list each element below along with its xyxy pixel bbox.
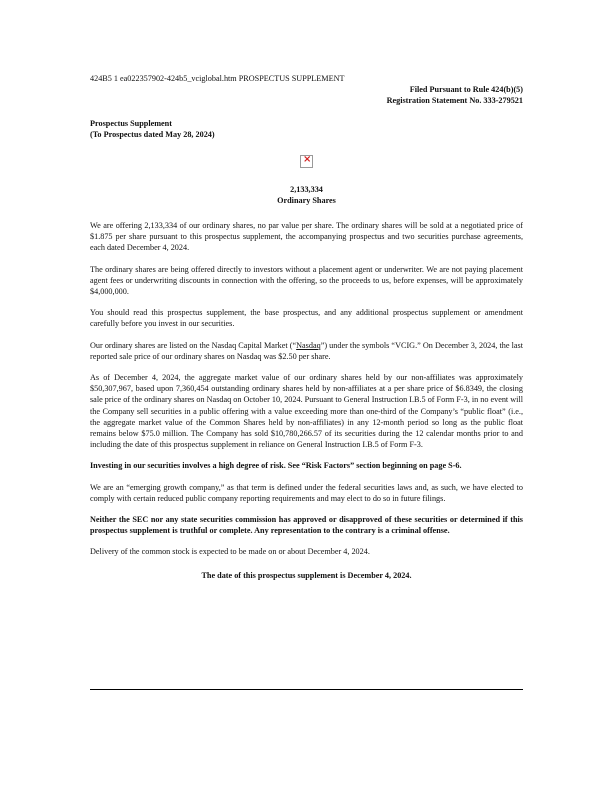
- supplement-title: Prospectus Supplement: [90, 119, 172, 128]
- paragraph-date: The date of this prospectus supplement is December 4, 2024.: [201, 570, 412, 580]
- paragraph-read-carefully: You should read this prospectus supplement, the base prospectus, and any additional prospectus supplement or amendment carefully before you invest in our securities.: [90, 308, 523, 329]
- paragraph-offering: We are offering 2,133,334 of our ordinary shares, no par value per share. The ordinary shares will be sold at a negotiated price of $1.875 per share pursuant to this prospectus supplement, the accompanying prospectus and two securities purchase agreements, each dated December 4, 2024.: [90, 221, 523, 253]
- paragraph-sec-disclaimer: Neither the SEC nor any state securities commission has approved or disapproved of these securities or determined if this prospectus supplement is truthful or complete. Any representation to the contrary is a criminal offense.: [90, 515, 523, 536]
- paragraph-delivery: Delivery of the common stock is expected to be made on or about December 4, 2024.: [90, 547, 370, 557]
- paragraph-public-float: As of December 4, 2024, the aggregate market value of our ordinary shares held by our non-affiliates was approximately $50,307,967, based upon 7,360,454 outstanding ordinary shares held by non-affiliates at a per share price of $6.8349, the closing sale price of the ordinary shares on Nasdaq on October 10, 2024. Pursuant to General Instruction I.B.5 of Form F-3, in no event will the Company sell securities in a public offering with a value exceeding more than one-third of the Company’s “public float” (i.e., the aggregate market value of the Common Shares held by non-affiliates) in any 12-month period so long as the public float remains below $75.0 million. The Company has sold $10,780,266.57 of its securities during the 12 calendar months prior to and including the date of this prospectus supplement in reliance on General Instruction I.B.5 of Form F-3.: [90, 373, 523, 450]
- offering-class: Ordinary Shares: [277, 196, 336, 205]
- filed-pursuant: Filed Pursuant to Rule 424(b)(5): [409, 85, 523, 94]
- offering-shares: 2,133,334: [290, 185, 323, 194]
- file-line: 424B5 1 ea022357902-424b5_vciglobal.htm PROSPECTUS SUPPLEMENT: [90, 74, 345, 83]
- document-page: [90, 73, 523, 581]
- offering-heading: [90, 184, 523, 206]
- nasdaq-link[interactable]: Nasdaq: [296, 340, 321, 350]
- page-rule: [90, 689, 523, 690]
- supplement-heading: [90, 118, 523, 140]
- paragraph-risk: Investing in our securities involves a high degree of risk. See “Risk Factors” section beginning on page S-6.: [90, 461, 462, 471]
- listing-text-start: Our ordinary shares are listed on the Nasdaq Capital Market (“: [90, 340, 297, 350]
- registration-statement: Registration Statement No. 333-279521: [386, 96, 523, 105]
- paragraph-emerging-growth: We are an “emerging growth company,” as that term is defined under the federal securities laws and, as such, we have elected to comply with certain reduced public company reporting requirements and may elect to do so in future filings.: [90, 482, 523, 503]
- broken-image-icon: [300, 155, 313, 168]
- paragraph-direct-offering: The ordinary shares are being offered directly to investors without a placement agent or underwriter. We are not paying placement agent fees or underwriting discounts in connection with the offering, so the proceeds to us, before expenses, will be approximately $4,000,000.: [90, 264, 523, 297]
- listing-text-end: ”) under the symbols “VCIG.” On December 3, 2024, the last reported sale price of our ordinary shares on Nasdaq was $2.50 per share.: [90, 340, 523, 361]
- paragraph-listing: [90, 340, 523, 362]
- supplement-to-prospectus: (To Prospectus dated May 28, 2024): [90, 130, 215, 139]
